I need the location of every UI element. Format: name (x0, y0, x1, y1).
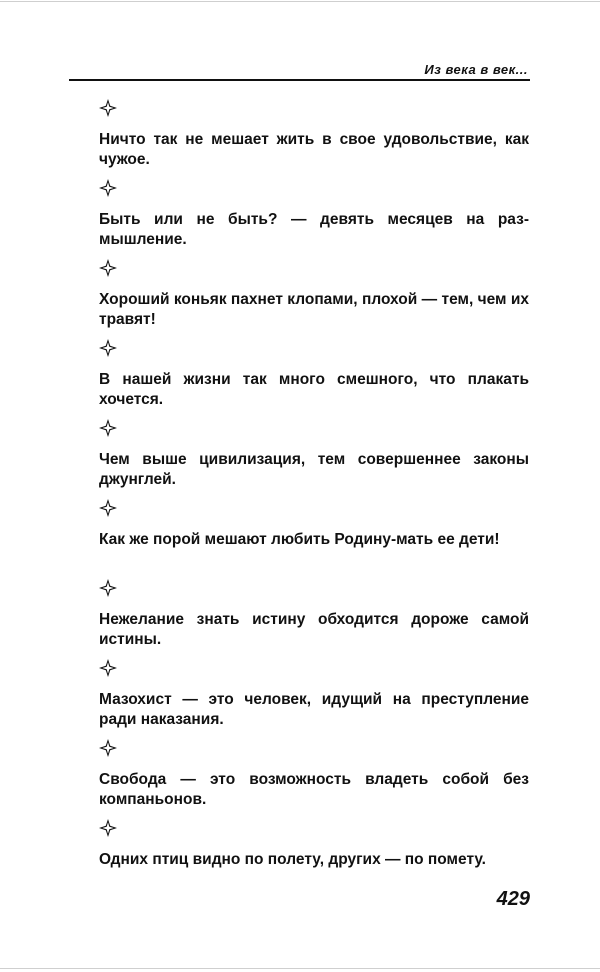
aphorism-list (99, 94, 529, 894)
header-rule (69, 79, 530, 81)
aphorism-item (99, 254, 529, 334)
aphorism-text: Мазохист — это человек, идущий на преступление ради наказания. (99, 691, 529, 728)
aphorism-text: Одних птиц видно по полету, других — по помету. (99, 851, 486, 868)
aphorism-item (99, 734, 529, 814)
aphorism-text: Как же порой мешают любить Родину-мать ее дети! (99, 531, 500, 548)
four-point-star-icon (99, 739, 117, 757)
four-point-star-icon (99, 179, 117, 197)
page-top-edge (0, 1, 600, 2)
aphorism-item (99, 814, 529, 894)
four-point-star-icon (99, 259, 117, 277)
four-point-star-icon (99, 579, 117, 597)
aphorism-text: Быть или не быть? — девять месяцев на размышление. (99, 211, 529, 248)
four-point-star-icon (99, 819, 117, 837)
aphorism-text: Свобода — это возможность владеть собой без компаньонов. (99, 771, 529, 808)
aphorism-text: Ничто так не мешает жить в свое удовольствие, как чужое. (99, 131, 529, 168)
four-point-star-icon (99, 499, 117, 517)
aphorism-text: Чем выше цивилизация, тем совершеннее законы джунглей. (99, 451, 529, 488)
aphorism-text: В нашей жизни так много смешного, что плакать хочется. (99, 371, 529, 408)
four-point-star-icon (99, 339, 117, 357)
aphorism-item (99, 574, 529, 654)
four-point-star-icon (99, 419, 117, 437)
aphorism-item (99, 174, 529, 254)
running-head: Из века в век... (424, 62, 528, 77)
page-number: 429 (496, 888, 530, 910)
aphorism-item (99, 414, 529, 494)
four-point-star-icon (99, 99, 117, 117)
page-bottom-edge (0, 968, 600, 969)
aphorism-item (99, 334, 529, 414)
aphorism-text: Хороший коньяк пахнет клопами, плохой — тем, чем их травят! (99, 291, 529, 328)
four-point-star-icon (99, 659, 117, 677)
aphorism-item (99, 654, 529, 734)
aphorism-item (99, 494, 529, 574)
aphorism-item (99, 94, 529, 174)
aphorism-text: Нежелание знать истину обходится дороже самой истины. (99, 611, 529, 648)
